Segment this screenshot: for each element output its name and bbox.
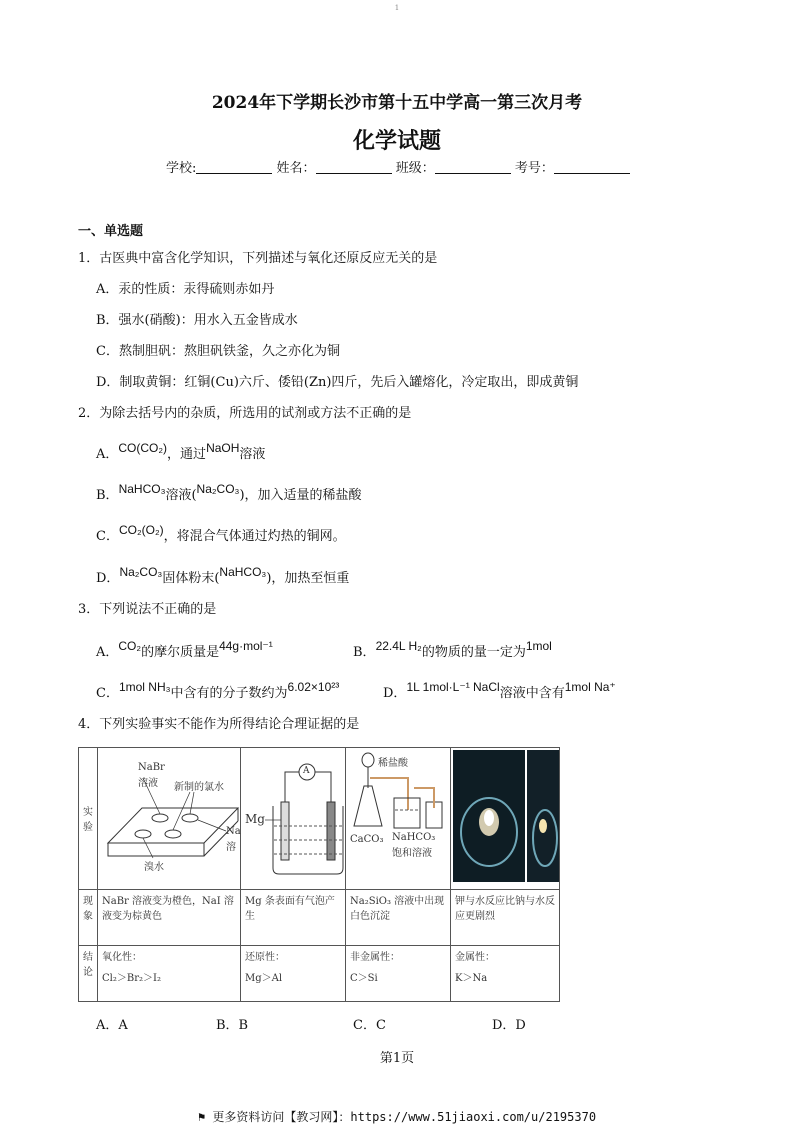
exam-no-label: 考号： [514, 161, 554, 176]
formula: NaOH [206, 441, 240, 455]
q4-choice-d[interactable]: D．D [492, 1018, 526, 1033]
label-caco3: CaCO₃ [350, 834, 384, 845]
figure-d [451, 748, 560, 890]
option-text: )，加热至恒重 [266, 571, 350, 586]
figure-c [346, 748, 451, 890]
q2-option-b[interactable] [96, 482, 362, 505]
figure-a [98, 748, 241, 890]
option-text: 溶液 [239, 447, 266, 462]
q2-stem: 2．为除去括号内的杂质，所选用的试剂或方法不正确的是 [78, 406, 412, 421]
subject-title: 化学试题 [352, 128, 441, 154]
school-blank[interactable] [196, 161, 272, 174]
formula: 22.4L H₂ [375, 639, 422, 653]
exam-no-blank[interactable] [554, 161, 630, 174]
q3-option-c[interactable] [96, 680, 340, 703]
option-text: 的摩尔质量是 [141, 645, 220, 660]
formula: CO(CO₂) [118, 441, 168, 455]
label-mg: Mg [245, 812, 265, 826]
phenomenon-c: Na₂SiO₃ 溶液中出现白色沉淀 [346, 890, 451, 946]
potassium-water-photo [451, 748, 559, 886]
row-header-experiment: 实验 [79, 748, 98, 890]
q3-option-d[interactable] [383, 680, 616, 703]
conclusion-title: 还原性： [245, 952, 285, 963]
q4-choice-b[interactable]: B．B [216, 1018, 249, 1033]
label-solution-cut: 溶 [226, 842, 236, 853]
phenomenon-a: NaBr 溶液变为橙色，NaI 溶液变为棕黄色 [98, 890, 241, 946]
top-mark: 1 [394, 4, 400, 12]
q1-option-b[interactable]: B．强水(硝酸)：用水入五金皆成水 [96, 313, 298, 328]
section-heading: 一、单选题 [78, 224, 144, 239]
row-header-conclusion: 结论 [79, 946, 98, 1002]
option-text: 的物质的量一定为 [421, 645, 526, 660]
phenomenon-b: Mg 条表面有气泡产生 [241, 890, 346, 946]
exam-title: 2024年下学期长沙市第十五中学高一第三次月考 [211, 93, 583, 113]
q3-option-a[interactable] [96, 639, 273, 662]
q2-option-a[interactable] [96, 441, 266, 464]
conclusion-value: K＞Na [455, 973, 488, 984]
table-row-experiment [79, 748, 560, 890]
option-text: )，加入适量的稀盐酸 [239, 488, 362, 503]
option-text: 溶液( [165, 488, 197, 503]
label-solution: 溶液 [138, 778, 158, 789]
figure-b [241, 748, 346, 890]
conclusion-title: 非金属性： [350, 952, 400, 963]
q1-stem: 1．古医典中富含化学知识，下列描述与氧化还原反应无关的是 [78, 251, 438, 266]
formula: 44g·mol⁻¹ [219, 639, 273, 653]
class-blank[interactable] [435, 161, 511, 174]
option-label: C． [96, 529, 119, 544]
q4-stem: 4．下列实验事实不能作为所得结论合理证据的是 [78, 717, 360, 732]
name-blank[interactable] [316, 161, 392, 174]
q2-option-d[interactable] [96, 565, 350, 588]
info-line [166, 160, 630, 178]
formula: NaHCO₃ [219, 565, 267, 579]
conclusion-b [241, 946, 346, 1002]
option-text: 固体粉末( [162, 571, 220, 586]
footer-text[interactable]: 更多资料访问【教习网】：https://www.51jiaoxi.com/u/2195370 [212, 1110, 597, 1124]
option-text: ，将混合气体通过灼热的铜网。 [163, 529, 346, 544]
q1-option-a[interactable]: A．汞的性质：汞得硫则赤如丹 [96, 282, 275, 297]
q2-option-c[interactable] [96, 523, 346, 546]
option-label: B． [353, 645, 376, 660]
name-label: 姓名： [276, 161, 316, 176]
label-nahco3: NaHCO₃ [392, 832, 436, 843]
q4-choice-a[interactable]: A．A [96, 1018, 128, 1033]
formula: 1mol NH₃ [118, 680, 171, 694]
experiment-table [78, 747, 560, 1002]
q1-option-d[interactable]: D．制取黄铜：红铜(Cu)六斤、倭铅(Zn)四斤，先后入罐熔化，冷定取出，即成黄铜 [96, 375, 579, 390]
formula: Na₂CO₃ [119, 565, 163, 579]
conclusion-d [451, 946, 560, 1002]
formula: CO₂ [118, 639, 142, 653]
option-label: C． [96, 686, 119, 701]
conclusion-title: 氧化性： [102, 952, 142, 963]
row-header-phenomenon: 现象 [79, 890, 98, 946]
school-label: 学校: [166, 161, 197, 176]
table-row-conclusion [79, 946, 560, 1002]
label-na: Na [226, 826, 241, 837]
label-nabr: NaBr [138, 762, 165, 773]
formula: 1mol [525, 639, 552, 653]
label-dilute-hcl: 稀盐酸 [378, 758, 408, 769]
conclusion-value: C＞Si [350, 973, 378, 984]
phenomenon-d: 钾与水反应比钠与水反应更剧烈 [451, 890, 560, 946]
flag-icon: ⚑ [197, 1110, 206, 1124]
q3-option-b[interactable] [353, 639, 552, 662]
option-label: B． [96, 488, 119, 503]
formula: Na₂CO₃ [196, 482, 240, 496]
class-label: 班级： [395, 161, 435, 176]
formula: NaHCO₃ [118, 482, 166, 496]
label-chlorine-water: 新制的氯水 [174, 782, 224, 793]
q1-option-c[interactable]: C．熬制胆矾：熬胆矾铁釜，久之亦化为铜 [96, 344, 340, 359]
q3-stem: 3．下列说法不正确的是 [78, 602, 217, 617]
formula: CO₂(O₂) [118, 523, 164, 537]
spot-plate-diagram [98, 748, 240, 886]
option-label: D． [96, 571, 120, 586]
q4-choice-c[interactable]: C．C [353, 1018, 386, 1033]
table-row-phenomenon [79, 890, 560, 946]
option-text: 中含有的分子数约为 [170, 686, 288, 701]
conclusion-value: Mg＞Al [245, 973, 283, 984]
formula: 1mol Na⁺ [564, 680, 616, 694]
conclusion-c [346, 946, 451, 1002]
formula: 6.02×10²³ [287, 680, 340, 694]
conclusion-value: Cl₂＞Br₂＞I₂ [102, 973, 161, 984]
formula: 1L 1mol·L⁻¹ NaCl [406, 680, 500, 694]
option-label: D． [383, 686, 407, 701]
label-bromine-water: 溴水 [144, 862, 164, 873]
label-saturated: 饱和溶液 [392, 848, 432, 859]
option-text: 溶液中含有 [499, 686, 565, 701]
page-number: 第1页 [379, 1051, 415, 1066]
option-label: A． [96, 645, 119, 660]
option-text: ，通过 [167, 447, 207, 462]
footer-banner[interactable] [0, 1108, 794, 1125]
conclusion-title: 金属性： [455, 952, 495, 963]
conclusion-a [98, 946, 241, 1002]
option-label: A． [96, 447, 119, 462]
ammeter-label: A [303, 766, 310, 776]
